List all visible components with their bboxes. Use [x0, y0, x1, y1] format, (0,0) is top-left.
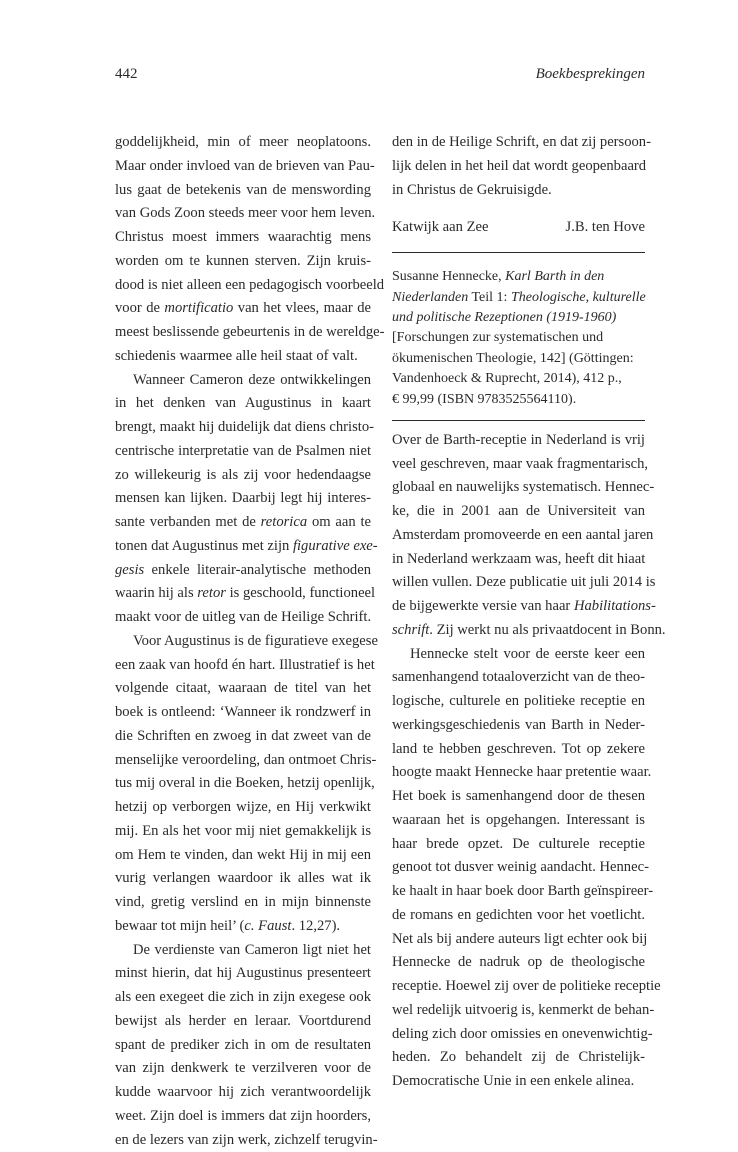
paragraph	[115, 630, 371, 939]
text-line	[115, 155, 371, 179]
text-run: de bijgewerkte versie van haar	[392, 598, 574, 614]
text-run: vurig verlangen waardoor ik alles wat ik	[115, 870, 371, 886]
italic-text: Habilitations-	[574, 598, 656, 614]
text-run: enkele literair-analytische methoden	[144, 562, 371, 578]
text-line	[115, 749, 371, 773]
text-line	[392, 643, 645, 667]
text-run: voor de	[115, 300, 164, 316]
text-line	[392, 785, 645, 809]
text-run: brengt, maakt hij duidelijk dat diens christo-	[115, 419, 374, 435]
text-line	[392, 500, 645, 524]
text-line	[115, 867, 371, 891]
text-run: van zijn denkwerk te verzilveren voor de	[115, 1060, 371, 1076]
text-run: boek is ontleend: ‘Wanneer ik rondzwerf in	[115, 704, 371, 720]
text-run: hoogte maakt Hennecke haar pretentie waar.	[392, 764, 651, 780]
text-run: Net als bij andere auteurs ligt echter ook bij	[392, 931, 647, 947]
text-run: genoot tot dusver weinig aandacht. Hennec-	[392, 859, 649, 875]
text-line	[115, 226, 371, 250]
text-run: worden om te kunnen sterven. Zijn kruis-	[115, 253, 371, 269]
text-run: Christus moest immers waarachtig mens	[115, 229, 371, 245]
paragraph	[392, 643, 645, 1094]
text-run: [Forschungen zur systematischen und	[392, 330, 603, 345]
text-line	[392, 288, 645, 308]
text-run: Over de Barth-receptie in Nederland is vrij	[392, 432, 645, 448]
text-run: mensen kan lijken. Daarbij legt hij interes-	[115, 490, 371, 506]
text-run: menselijke veroordeling, dan ontmoet Chris-	[115, 752, 376, 768]
text-run: globaal en nauwelijks systematisch. Hennec-	[392, 479, 654, 495]
text-run: als een exegeet die zich in zijn exegese ook	[115, 989, 371, 1005]
text-run: Amsterdam promoveerde en een aantal jaren	[392, 527, 653, 543]
text-line	[392, 369, 645, 389]
text-line	[115, 844, 371, 868]
text-run: minst hierin, dat hij Augustinus presenteert	[115, 965, 371, 981]
text-line	[115, 535, 371, 559]
text-line	[115, 1129, 371, 1152]
signature-reviewer: J.B. ten Hove	[566, 215, 645, 239]
text-run: den in de Heilige Schrift, en dat zij persoon-	[392, 134, 651, 150]
text-run: in het denken van Augustinus in kaart	[115, 395, 371, 411]
text-line	[115, 654, 371, 678]
text-line	[392, 328, 645, 348]
italic-text: c. Faust	[244, 918, 291, 934]
text-line	[115, 369, 371, 393]
text-run: haar brede opzet. De culturele receptie	[392, 836, 645, 852]
text-line	[115, 440, 371, 464]
text-line	[115, 677, 371, 701]
text-line	[392, 666, 645, 690]
text-run: is geschoold, functioneel	[226, 585, 375, 601]
text-line	[392, 690, 645, 714]
text-line	[392, 595, 645, 619]
paragraph	[115, 939, 371, 1152]
text-run: ke, die in 2001 aan de Universiteit van	[392, 503, 645, 519]
text-run: weet. Zijn doel is immers dat zijn hoorders,	[115, 1108, 371, 1124]
italic-text: figurative exe-	[293, 538, 378, 554]
text-run: ökumenischen Theologie, 142] (Göttingen:	[392, 351, 634, 366]
text-run: deling zich door omissies en onevenwichtig-	[392, 1026, 653, 1042]
text-line	[115, 1034, 371, 1058]
text-line	[115, 772, 371, 796]
text-line	[392, 476, 645, 500]
text-run: kudde waarvoor hij zich verantwoordelijk	[115, 1084, 371, 1100]
text-run: . 12,27).	[291, 918, 340, 934]
text-run: mij. En als het voor mij niet gemakkelijk is	[115, 823, 371, 839]
text-line	[115, 297, 371, 321]
text-line	[115, 559, 371, 583]
text-run: volgende citaat, waaraan de titel van het	[115, 680, 371, 696]
text-line	[115, 725, 371, 749]
text-line	[115, 630, 371, 654]
text-line	[392, 131, 645, 155]
text-line	[115, 250, 371, 274]
text-line	[392, 856, 645, 880]
text-run: goddelijkheid, min of meer neoplatoons.	[115, 134, 371, 150]
italic-text: Niederlanden	[392, 290, 468, 305]
paragraph	[115, 369, 371, 630]
text-run: . Zij werkt nu als privaatdocent in Bonn.	[429, 622, 665, 638]
text-run: tonen dat Augustinus met zijn	[115, 538, 293, 554]
text-run: bewaar tot mijn heil’ (	[115, 918, 244, 934]
text-line	[392, 880, 645, 904]
text-line	[115, 939, 371, 963]
italic-text: gesis	[115, 562, 144, 578]
left-column	[115, 131, 371, 1152]
text-line	[392, 738, 645, 762]
text-run: hetzij op verborgen wijze, en Hij verkwikt	[115, 799, 371, 815]
text-line	[392, 999, 645, 1023]
signature-place: Katwijk aan Zee	[392, 215, 488, 239]
text-line	[392, 179, 645, 203]
text-run: dood is niet alleen een pedagogisch voorbeeld	[115, 277, 384, 293]
text-run: zo willekeurig is als zij voor hedendaagse	[115, 467, 371, 483]
text-line	[392, 714, 645, 738]
text-run: veel geschreven, maar vaak fragmentarisch,	[392, 456, 648, 472]
text-run: logische, culturele en politieke receptie en	[392, 693, 645, 709]
text-run: wel redelijk uitvoerig is, kenmerkt de behan-	[392, 1002, 654, 1018]
text-run: Susanne Hennecke,	[392, 269, 505, 284]
text-run: in Nederland werkzaam was, heeft dit hiaat	[392, 551, 645, 567]
text-line	[115, 582, 371, 606]
text-line	[392, 155, 645, 179]
text-line	[115, 274, 371, 298]
text-run: willen vullen. Deze publicatie uit juli 2014 is	[392, 574, 655, 590]
text-line	[115, 1057, 371, 1081]
text-run: waaraan het is opgehangen. Interessant is	[392, 812, 645, 828]
text-line	[392, 429, 645, 453]
text-line	[392, 308, 645, 328]
text-line	[115, 321, 371, 345]
text-line	[115, 820, 371, 844]
text-line	[392, 833, 645, 857]
text-run: Hennecke stelt voor de eerste keer een	[410, 646, 645, 662]
text-run: lijk delen in het heil dat wordt geopenbaard	[392, 158, 646, 174]
text-run: samenhangend totaaloverzicht van de theo-	[392, 669, 645, 685]
running-title: Boekbesprekingen	[536, 66, 645, 83]
text-line	[115, 392, 371, 416]
text-run: een zaak van hoofd én hart. Illustratief is het	[115, 657, 375, 673]
text-line	[115, 131, 371, 155]
text-line	[392, 1046, 645, 1070]
text-line	[392, 904, 645, 928]
text-run: vind, gretig verslind en in mijn binnenste	[115, 894, 371, 910]
italic-text: Karl Barth in den	[505, 269, 604, 284]
text-line	[115, 915, 371, 939]
text-line	[115, 202, 371, 226]
text-line	[115, 701, 371, 725]
paragraph	[115, 131, 371, 369]
italic-text: schrift	[392, 622, 429, 638]
text-line	[392, 761, 645, 785]
text-line	[115, 986, 371, 1010]
text-line	[115, 1081, 371, 1105]
italic-text: retor	[197, 585, 226, 601]
italic-text: und politische Rezeptionen (1919-1960)	[392, 310, 616, 325]
text-line	[115, 606, 371, 630]
text-run: en de lezers van zijn werk, zichzelf terugvin-	[115, 1132, 378, 1148]
text-line	[115, 1105, 371, 1129]
text-line	[115, 487, 371, 511]
text-line	[392, 975, 645, 999]
text-line	[115, 416, 371, 440]
italic-text: retorica	[261, 514, 307, 530]
review-body	[392, 429, 645, 1094]
text-line	[115, 891, 371, 915]
text-run: om aan te	[307, 514, 371, 530]
review-signature	[392, 215, 645, 239]
text-run: maakt voor de uitleg van de Heilige Schrift.	[115, 609, 371, 625]
text-line	[115, 962, 371, 986]
text-run: centrische interpretatie van de Psalmen niet	[115, 443, 371, 459]
italic-text: mortificatio	[164, 300, 233, 316]
review-bibliographic-header	[392, 253, 645, 420]
text-run: Voor Augustinus is de figuratieve exegese	[133, 633, 378, 649]
italic-text: Theologische, kulturelle	[511, 290, 646, 305]
text-run: tus mij overal in die Boeken, hetzij openlijk,	[115, 775, 375, 791]
text-run: werkingsgeschiedenis van Barth in Neder-	[392, 717, 645, 733]
text-line	[392, 1070, 645, 1094]
text-run: bewijst als herder en leraar. Voortdurend	[115, 1013, 371, 1029]
text-line	[115, 179, 371, 203]
text-line	[392, 1023, 645, 1047]
text-run: De verdienste van Cameron ligt niet het	[133, 942, 371, 958]
text-line	[392, 619, 645, 643]
text-run: waarin hij als	[115, 585, 197, 601]
text-line	[115, 345, 371, 369]
text-line	[392, 571, 645, 595]
text-run: Hennecke de nadruk op de theologische	[392, 954, 645, 970]
text-line	[115, 1010, 371, 1034]
text-run: Democratische Unie in een enkele alinea.	[392, 1073, 634, 1089]
text-line	[392, 809, 645, 833]
text-run: meest beslissende gebeurtenis in de wereldge-	[115, 324, 385, 340]
text-line	[392, 548, 645, 572]
text-line	[392, 267, 645, 287]
text-line	[392, 951, 645, 975]
text-line	[392, 524, 645, 548]
text-run: land te hebben geschreven. Tot op zekere	[392, 741, 645, 757]
text-line	[115, 511, 371, 535]
text-run: die Schriften en zwoeg in dat zweet van de	[115, 728, 371, 744]
text-run: ke haalt in haar boek door Barth geïnspireer-	[392, 883, 653, 899]
text-run: om Hem te vinden, dan wekt Hij in mij een	[115, 847, 371, 863]
text-line	[115, 796, 371, 820]
text-run: sante verbanden met de	[115, 514, 261, 530]
text-run: heden. Zo behandelt zij de Christelijk-	[392, 1049, 645, 1065]
text-run: Vandenhoeck & Ruprecht, 2014), 412 p.,	[392, 371, 622, 386]
text-line	[392, 928, 645, 952]
page-number: 442	[115, 66, 138, 83]
right-column	[392, 131, 645, 1094]
continued-paragraph	[392, 131, 645, 202]
text-run: de romans en gedichten voor het voetlicht.	[392, 907, 645, 923]
text-run: in Christus de Gekruisigde.	[392, 182, 552, 198]
text-run: Wanneer Cameron deze ontwikkelingen	[133, 372, 371, 388]
text-line	[392, 349, 645, 369]
text-line	[115, 464, 371, 488]
text-run: Maar onder invloed van de brieven van Pau-	[115, 158, 375, 174]
text-run: receptie. Hoewel zij over de politieke receptie	[392, 978, 661, 994]
text-run: lus gaat de betekenis van de menswording	[115, 182, 371, 198]
text-run: € 99,99 (ISBN 9783525564110).	[392, 392, 576, 407]
text-line	[392, 453, 645, 477]
text-line	[392, 390, 645, 410]
text-run: van Gods Zoon steeds meer voor hem leven.	[115, 205, 375, 221]
text-run: spant de prediker zich in om de resultaten	[115, 1037, 371, 1053]
text-run: van het vlees, maar de	[233, 300, 371, 316]
text-run: schiedenis waarmee alle heil staat of valt.	[115, 348, 358, 364]
paragraph	[392, 429, 645, 643]
text-run: Het boek is samenhangend door de thesen	[392, 788, 645, 804]
text-run: Teil 1:	[468, 290, 511, 305]
